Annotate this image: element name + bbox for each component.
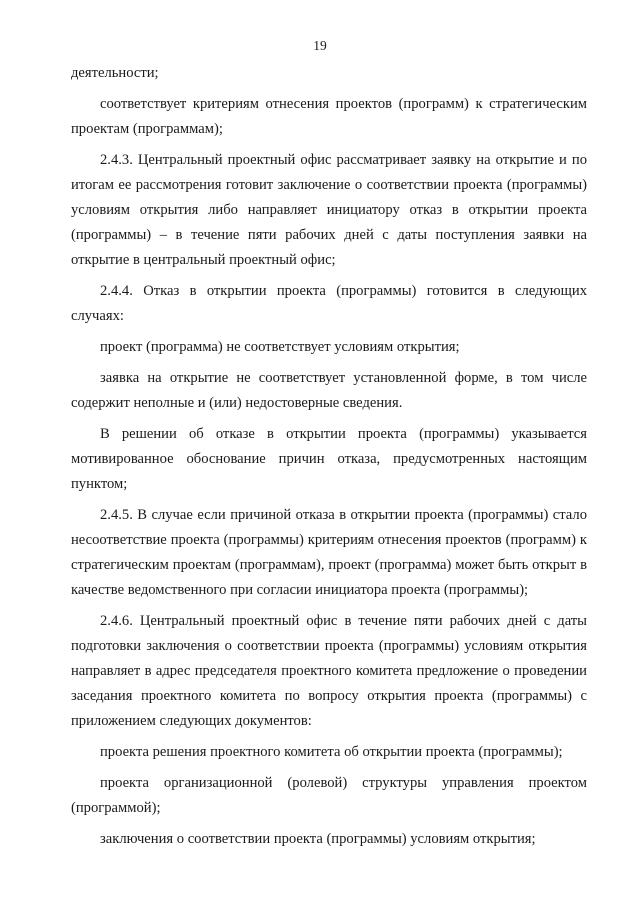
paragraph-continuation: деятельности;	[71, 65, 159, 81]
document-body	[71, 61, 587, 858]
paragraph-2-4-5: 2.4.5. В случае если причиной отказа в открытии проекта (программы) стало несоответствие проекта (программы) критериям отнесения проектов (программ) к стратегическим проектам (программам), проект (программа) может быть открыт в качестве ведомственного при согласии инициатора проекта (программы);	[71, 507, 587, 598]
paragraph-doc-item-1: проекта решения проектного комитета об открытии проекта (программы);	[100, 744, 563, 760]
page-number: 19	[313, 38, 327, 53]
paragraph-refusal-case-2: заявка на открытие не соответствует установленной форме, в том числе содержит неполные и (или) недостоверные сведения.	[71, 370, 587, 411]
paragraph-doc-item-3: заключения о соответствии проекта (программы) условиям открытия;	[100, 831, 536, 847]
paragraph-2-4-3: 2.4.3. Центральный проектный офис рассматривает заявку на открытие и по итогам ее рассмотрения готовит заключение о соответствии проекта (программы) условиям открытия либо направляет инициатору отказ в открытии проекта (программы) – в течение пяти рабочих дней с даты поступления заявки на открытие в центральный проектный офис;	[71, 152, 587, 268]
paragraph-2-4-6: 2.4.6. Центральный проектный офис в течение пяти рабочих дней с даты подготовки заключения о соответствии проекта (программы) условиям открытия направляет в адрес председателя проектного комитета предложение о проведении заседания проектного комитета по вопросу открытия проекта (программы) с приложением следующих документов:	[71, 613, 587, 729]
paragraph-refusal-justification: В решении об отказе в открытии проекта (программы) указывается мотивированное обоснование причин отказа, предусмотренных настоящим пунктом;	[71, 426, 587, 492]
paragraph-refusal-case-1: проект (программа) не соответствует условиям открытия;	[100, 339, 460, 355]
paragraph-2-4-4: 2.4.4. Отказ в открытии проекта (программы) готовится в следующих случаях:	[71, 283, 587, 324]
paragraph-doc-item-2: проекта организационной (ролевой) структуры управления проектом (программой);	[71, 775, 587, 816]
paragraph-criteria-match: соответствует критериям отнесения проектов (программ) к стратегическим проектам (программам);	[71, 96, 587, 137]
